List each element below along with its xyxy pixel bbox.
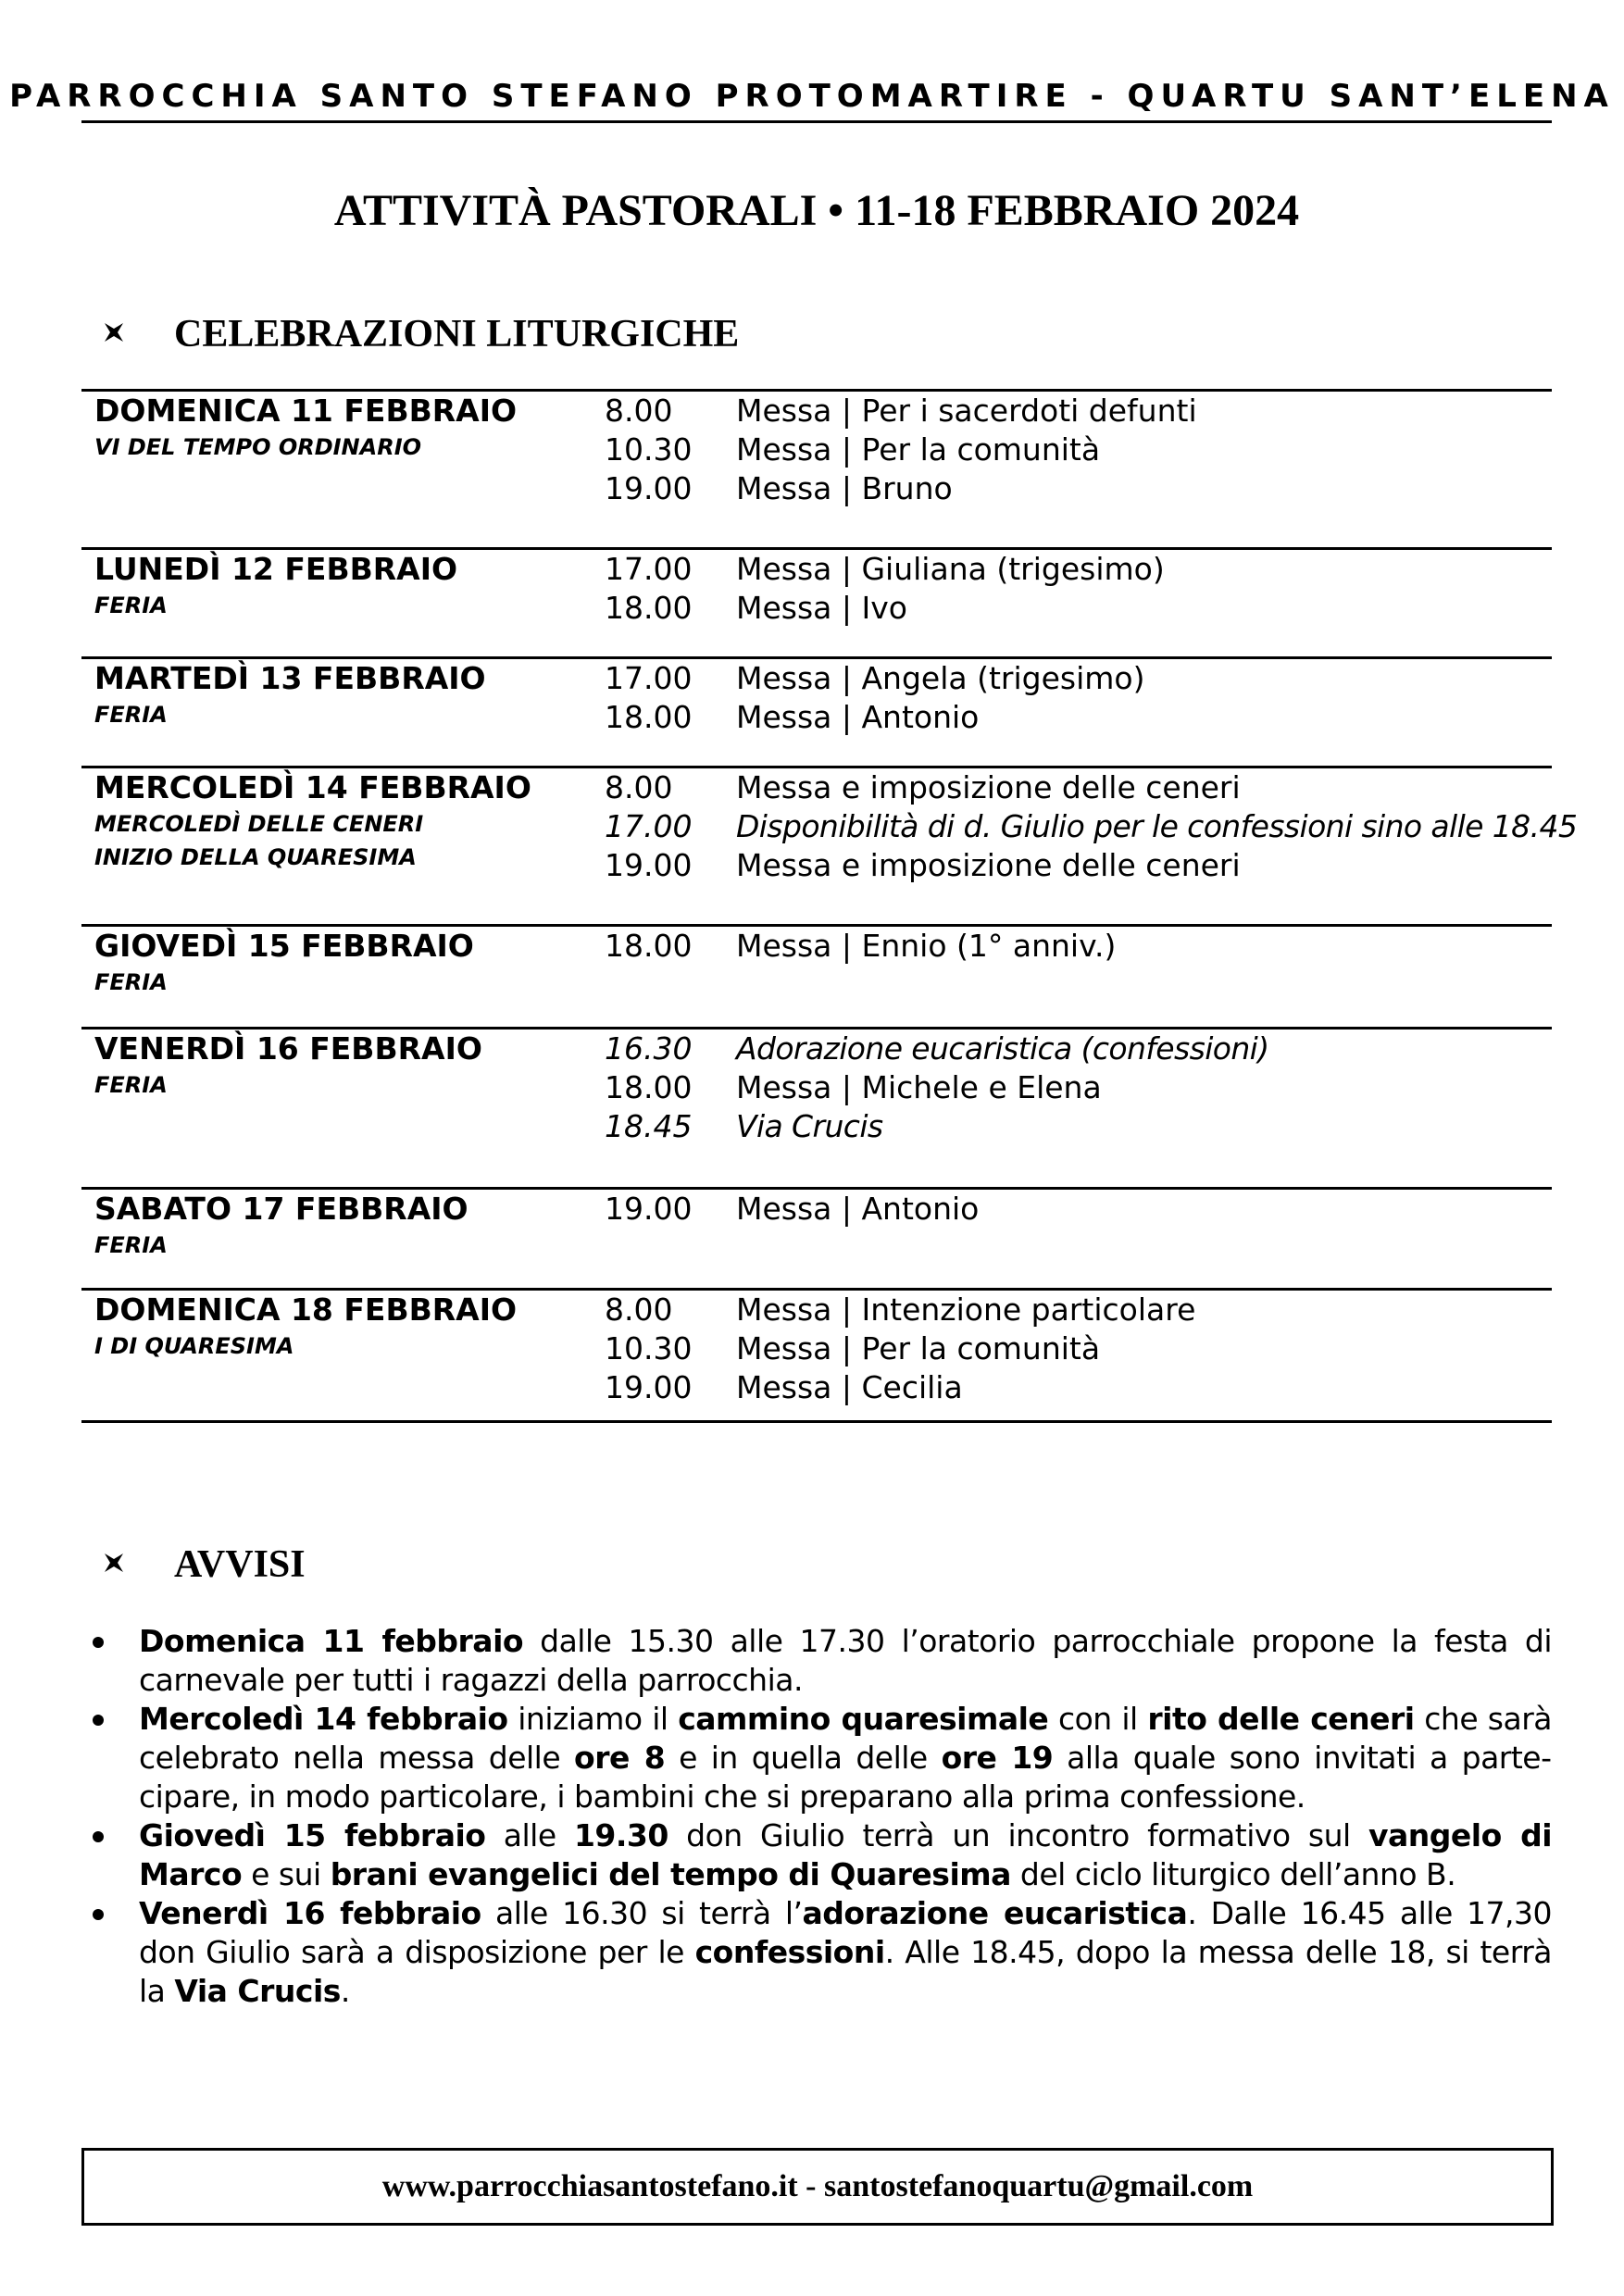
- day-name: MARTEDÌ 13 FEBBRAIO: [94, 660, 486, 696]
- notice-fragment: .: [340, 1973, 350, 2009]
- event-time: 18.00: [605, 590, 693, 626]
- notice-highlight: rito delle ceneri: [1147, 1701, 1415, 1737]
- day-block: [81, 547, 1552, 656]
- event-row: [605, 1107, 1269, 1146]
- day-block: [81, 1288, 1552, 1420]
- liturgy-schedule: [81, 389, 1578, 1423]
- liturgical-note: FERIA: [94, 969, 168, 995]
- event-time: 8.00: [605, 769, 673, 805]
- day-name: MERCOLEDÌ 14 FEBBRAIO: [94, 769, 531, 805]
- section-title: AVVISI: [174, 1543, 306, 1586]
- day-heading: [94, 768, 531, 874]
- event-row: [605, 392, 1197, 430]
- event-description: Messa | Antonio: [736, 1191, 980, 1227]
- event-row: [605, 846, 1577, 885]
- event-row: [605, 927, 1116, 966]
- day-block: [81, 924, 1552, 1027]
- day-block: [81, 389, 1552, 547]
- liturgical-note: VI DEL TEMPO ORDINARIO: [94, 434, 422, 460]
- event-row: [605, 1068, 1269, 1107]
- notice-highlight: Mercoledì 14 febbraio: [139, 1701, 508, 1737]
- bullet-dot-icon: [93, 1637, 104, 1648]
- liturgical-note: FERIA: [94, 1232, 168, 1258]
- notice-highlight: ore 8: [574, 1740, 666, 1776]
- event-row: [605, 430, 1197, 469]
- event-row: [605, 550, 1165, 589]
- liturgical-note: FERIA: [94, 593, 168, 618]
- liturgical-note: I DI QUARESIMA: [94, 1333, 294, 1359]
- event-time: 17.00: [605, 551, 693, 587]
- event-description: Messa e imposizione delle ceneri: [736, 769, 1241, 805]
- bullet-dot-icon: [93, 1909, 104, 1920]
- event-row: [605, 698, 1144, 737]
- notice-fragment: don Giulio terrà un incontro formativo sul: [668, 1817, 1368, 1853]
- event-description: Messa | Per la comunità: [736, 431, 1101, 468]
- notice-text: [139, 1895, 1552, 2009]
- notice-highlight: Via Crucis: [174, 1973, 341, 2009]
- event-time: 8.00: [605, 1292, 673, 1328]
- notice-fragment: e in quella delle: [665, 1740, 942, 1776]
- section-heading-liturgy: [104, 312, 739, 356]
- notice-highlight: confessioni: [694, 1934, 885, 1970]
- star-bullet-icon: [104, 322, 124, 343]
- event-time: 10.30: [605, 431, 693, 468]
- event-row: [605, 1329, 1195, 1368]
- header-rule: [81, 120, 1552, 123]
- notice-text: [139, 1623, 1552, 1698]
- footer-box: [81, 2148, 1554, 2226]
- event-description: Messa | Ennio (1° anniv.): [736, 928, 1117, 964]
- event-list: [605, 1190, 979, 1229]
- notice-highlight: cammino quaresimale: [678, 1701, 1049, 1737]
- liturgical-note: FERIA: [94, 1072, 168, 1098]
- event-time: 19.00: [605, 470, 693, 506]
- event-row: [605, 659, 1144, 698]
- event-description: Messa | Per i sacerdoti defunti: [736, 393, 1197, 429]
- notice-fragment: . Alle 18.45, dopo la messa delle 18, si terrà la: [139, 1934, 1553, 2009]
- event-time: 17.00: [605, 808, 693, 844]
- event-description: Adorazione eucaristica (confessioni): [736, 1030, 1269, 1067]
- event-time: 18.00: [605, 928, 693, 964]
- event-row: [605, 1291, 1195, 1329]
- day-name: VENERDÌ 16 FEBBRAIO: [94, 1030, 482, 1067]
- bullet-dot-icon: [93, 1831, 104, 1842]
- parish-header: PARROCCHIA SANTO STEFANO PROTOMARTIRE - QUARTU SANT’ELENA: [9, 78, 1615, 115]
- event-time: 19.00: [605, 1191, 693, 1227]
- event-time: 16.30: [605, 1030, 693, 1067]
- event-description: Messa | Giuliana (trigesimo): [736, 551, 1165, 587]
- event-description: Messa | Angela (trigesimo): [736, 660, 1145, 696]
- event-row: [605, 1190, 979, 1229]
- notice-fragment: alla quale sono invitati a partecipare, in modo particolare, i bambini che si preparano alla prima confessione.: [139, 1740, 1553, 1815]
- star-bullet-icon: [104, 1553, 124, 1573]
- event-list: [605, 927, 1116, 966]
- page-title: ATTIVITÀ PASTORALI • 11-18 FEBBRAIO 2024: [333, 186, 1300, 235]
- day-name: DOMENICA 18 FEBBRAIO: [94, 1292, 518, 1328]
- day-heading: [94, 1291, 517, 1363]
- event-description: Disponibilità di d. Giulio per le confessioni sino alle 18.45: [736, 808, 1578, 844]
- footer-contacts: www.parrocchiasantostefano.it - santostefanoquartu@gmail.com: [381, 2169, 1254, 2203]
- notice-fragment: e sui: [242, 1856, 331, 1892]
- notice-fragment: alle 16.30 si terrà l’: [481, 1895, 803, 1931]
- notice-highlight: vangelo di Marco: [139, 1817, 1553, 1892]
- notice-item: [93, 1894, 1552, 2011]
- notice-fragment: iniziamo il: [507, 1701, 679, 1737]
- schedule-end-rule: [81, 1420, 1552, 1423]
- notice-highlight: brani evangelici del tempo di Quaresima: [330, 1856, 1011, 1892]
- notice-highlight: adorazione eucaristica: [802, 1895, 1188, 1931]
- event-row: [605, 1029, 1269, 1068]
- notice-text: [139, 1701, 1552, 1815]
- event-time: 18.45: [605, 1108, 693, 1144]
- notice-highlight: Domenica 11 febbraio: [139, 1623, 524, 1659]
- event-description: Via Crucis: [736, 1108, 883, 1144]
- event-time: 17.00: [605, 660, 693, 696]
- day-block: [81, 766, 1578, 924]
- notice-fragment: con il: [1048, 1701, 1148, 1737]
- notice-fragment: alle: [485, 1817, 574, 1853]
- event-time: 18.00: [605, 1069, 693, 1105]
- event-description: Messa | Bruno: [736, 470, 953, 506]
- event-time: 8.00: [605, 393, 673, 429]
- notice-item: [93, 1700, 1552, 1816]
- day-heading: [94, 550, 457, 622]
- day-heading: [94, 659, 486, 731]
- event-time: 19.00: [605, 1369, 693, 1405]
- notice-fragment: . Dalle 16.45 alle 17,30 don Giulio sarà a disposizione per le: [139, 1895, 1553, 1970]
- event-row: [605, 1368, 1195, 1407]
- liturgical-note: MERCOLEDÌ DELLE CENERI: [94, 811, 424, 837]
- event-time: 10.30: [605, 1330, 693, 1366]
- event-row: [605, 807, 1577, 846]
- day-heading: [94, 1029, 482, 1102]
- liturgical-note: FERIA: [94, 702, 168, 728]
- event-list: [605, 392, 1197, 508]
- day-name: SABATO 17 FEBBRAIO: [94, 1191, 468, 1227]
- liturgical-note: INIZIO DELLA QUARESIMA: [94, 844, 417, 870]
- event-description: Messa | Cecilia: [736, 1369, 963, 1405]
- section-title: CELEBRAZIONI LITURGICHE: [174, 313, 740, 356]
- event-description: Messa | Per la comunità: [736, 1330, 1101, 1366]
- event-description: Messa e imposizione delle ceneri: [736, 847, 1241, 883]
- event-description: Messa | Intenzione particolare: [736, 1292, 1196, 1328]
- notices-list: [93, 1622, 1552, 2011]
- day-name: LUNEDÌ 12 FEBBRAIO: [94, 551, 458, 587]
- notice-highlight: Venerdì 16 febbraio: [139, 1895, 481, 1931]
- day-block: [81, 1187, 1552, 1288]
- day-name: DOMENICA 11 FEBBRAIO: [94, 393, 518, 429]
- event-list: [605, 550, 1165, 628]
- event-row: [605, 469, 1197, 508]
- day-heading: [94, 1190, 468, 1262]
- bullet-dot-icon: [93, 1715, 104, 1726]
- notice-fragment: del ciclo liturgico dell’anno B.: [1010, 1856, 1456, 1892]
- day-name: GIOVEDÌ 15 FEBBRAIO: [94, 928, 474, 964]
- day-heading: [94, 927, 474, 999]
- event-time: 18.00: [605, 699, 693, 735]
- event-list: [605, 768, 1577, 885]
- event-time: 19.00: [605, 847, 693, 883]
- event-description: Messa | Michele e Elena: [736, 1069, 1102, 1105]
- event-list: [605, 659, 1144, 737]
- event-list: [605, 1029, 1269, 1146]
- event-row: [605, 768, 1577, 807]
- notice-highlight: 19.30: [573, 1817, 668, 1853]
- day-block: [81, 656, 1552, 766]
- day-block: [81, 1027, 1552, 1187]
- event-description: Messa | Ivo: [736, 590, 907, 626]
- section-heading-notices: [104, 1542, 306, 1587]
- day-heading: [94, 392, 517, 464]
- event-list: [605, 1291, 1195, 1407]
- notice-item: [93, 1622, 1552, 1700]
- event-row: [605, 589, 1165, 628]
- event-description: Messa | Antonio: [736, 699, 980, 735]
- notice-fragment: dalle 15.30 alle 17.30 l’oratorio parrocchiale propone la festa di carnevale per tutti i ragazzi della parrocchia.: [139, 1623, 1553, 1698]
- notice-highlight: Giovedì 15 febbraio: [139, 1817, 486, 1853]
- notice-text: [139, 1817, 1552, 1892]
- notice-item: [93, 1816, 1552, 1894]
- notice-highlight: ore 19: [941, 1740, 1054, 1776]
- notice-fragment: che sarà celebrato nella messa delle: [139, 1701, 1553, 1776]
